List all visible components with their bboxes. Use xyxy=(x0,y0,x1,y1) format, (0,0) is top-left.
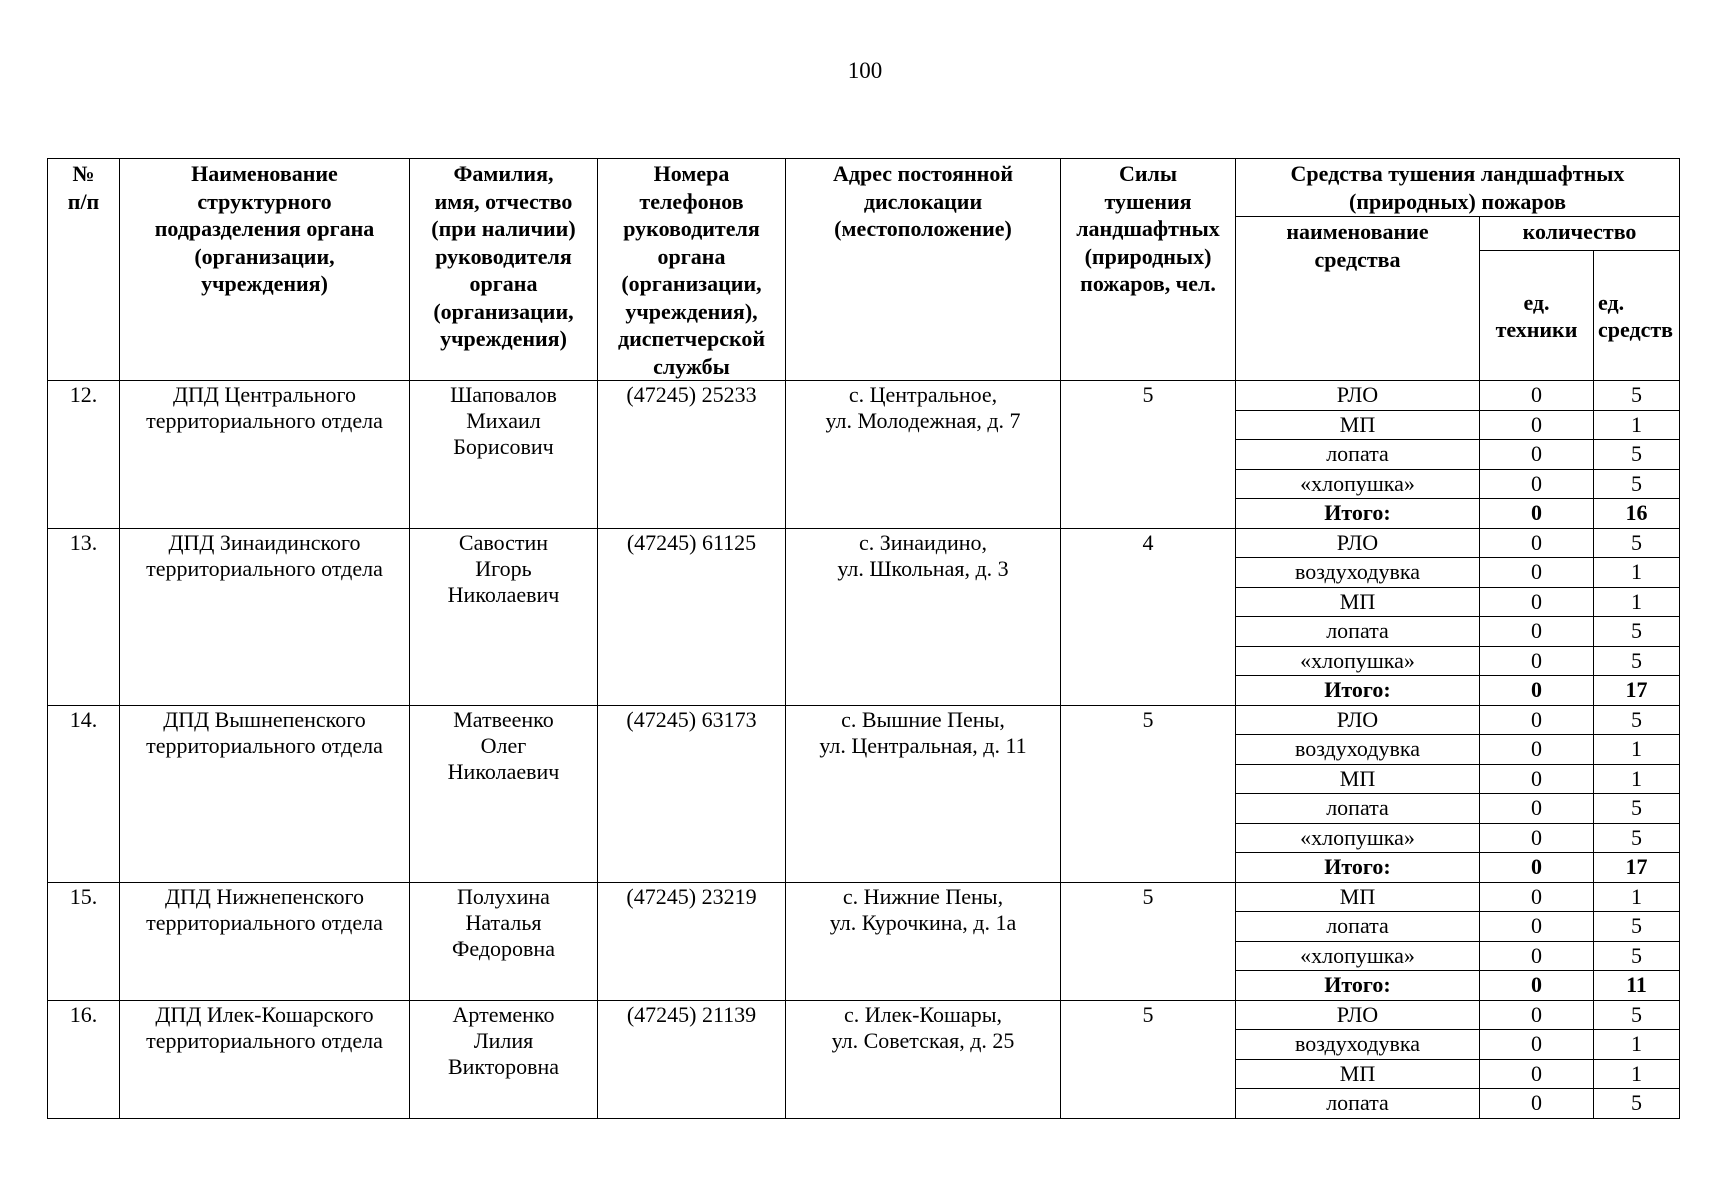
means-name: МП xyxy=(1236,1059,1480,1089)
units-tech: 0 xyxy=(1480,882,1594,912)
units-tech: 0 xyxy=(1480,1089,1594,1119)
units-means: 1 xyxy=(1594,587,1680,617)
unit-name: ДПД Центрального территориального отдела xyxy=(120,381,410,529)
header-forces: Силы тушения ландшафтных (природных) пожаров, чел. xyxy=(1061,159,1236,381)
means-name: Итого: xyxy=(1236,971,1480,1001)
means-name: Итого: xyxy=(1236,499,1480,529)
header-unit: Наименование структурного подразделения органа (организации, учреждения) xyxy=(120,159,410,381)
units-means: 1 xyxy=(1594,764,1680,794)
means-name: воздуходувка xyxy=(1236,558,1480,588)
header-head: Фамилия, имя, отчество (при наличии) руководителя органа (организации, учреждения) xyxy=(410,159,598,381)
units-means: 17 xyxy=(1594,853,1680,883)
units-tech: 0 xyxy=(1480,381,1594,411)
header-quantity: количество xyxy=(1480,217,1680,251)
means-name: «хлопушка» xyxy=(1236,469,1480,499)
phone-number: (47245) 21139 xyxy=(598,1000,786,1118)
units-tech: 0 xyxy=(1480,1030,1594,1060)
units-tech: 0 xyxy=(1480,440,1594,470)
units-means: 5 xyxy=(1594,1000,1680,1030)
means-name: лопата xyxy=(1236,1089,1480,1119)
unit-name: ДПД Илек-Кошарского территориального отдела xyxy=(120,1000,410,1118)
phone-number: (47245) 61125 xyxy=(598,528,786,705)
table-row xyxy=(48,528,1680,558)
units-means: 1 xyxy=(1594,558,1680,588)
units-means: 5 xyxy=(1594,617,1680,647)
forces-count: 5 xyxy=(1061,882,1236,1000)
address: с. Илек-Кошары, ул. Советская, д. 25 xyxy=(786,1000,1061,1118)
units-tech: 0 xyxy=(1480,941,1594,971)
units-tech: 0 xyxy=(1480,410,1594,440)
units-tech: 0 xyxy=(1480,558,1594,588)
means-name: МП xyxy=(1236,764,1480,794)
row-number: 13. xyxy=(48,528,120,705)
units-means: 1 xyxy=(1594,1059,1680,1089)
head-name: Полухина Наталья Федоровна xyxy=(410,882,598,1000)
units-means: 1 xyxy=(1594,882,1680,912)
row-number: 12. xyxy=(48,381,120,529)
units-means: 16 xyxy=(1594,499,1680,529)
means-name: Итого: xyxy=(1236,853,1480,883)
units-tech: 0 xyxy=(1480,735,1594,765)
means-name: лопата xyxy=(1236,617,1480,647)
head-name: Шаповалов Михаил Борисович xyxy=(410,381,598,529)
units-means: 5 xyxy=(1594,646,1680,676)
units-tech: 0 xyxy=(1480,587,1594,617)
units-means: 5 xyxy=(1594,941,1680,971)
address: с. Нижние Пены, ул. Курочкина, д. 1а xyxy=(786,882,1061,1000)
means-name: РЛО xyxy=(1236,528,1480,558)
means-name: воздуходувка xyxy=(1236,1030,1480,1060)
units-tech: 0 xyxy=(1480,676,1594,706)
units-tech: 0 xyxy=(1480,469,1594,499)
means-name: РЛО xyxy=(1236,705,1480,735)
units-tech: 0 xyxy=(1480,646,1594,676)
units-tech: 0 xyxy=(1480,794,1594,824)
unit-name: ДПД Нижнепенского территориального отдела xyxy=(120,882,410,1000)
units-means: 1 xyxy=(1594,1030,1680,1060)
units-tech: 0 xyxy=(1480,1000,1594,1030)
means-name: лопата xyxy=(1236,440,1480,470)
means-name: МП xyxy=(1236,882,1480,912)
units-means: 5 xyxy=(1594,528,1680,558)
units-means: 5 xyxy=(1594,469,1680,499)
header-phones: Номера телефонов руководителя органа (организации, учреждения), диспетчерской службы xyxy=(598,159,786,381)
means-name: лопата xyxy=(1236,912,1480,942)
header-address: Адрес постоянной дислокации (местоположение) xyxy=(786,159,1061,381)
units-tech: 0 xyxy=(1480,764,1594,794)
means-name: воздуходувка xyxy=(1236,735,1480,765)
phone-number: (47245) 63173 xyxy=(598,705,786,882)
forces-count: 5 xyxy=(1061,1000,1236,1118)
head-name: Савостин Игорь Николаевич xyxy=(410,528,598,705)
address: с. Вышние Пены, ул. Центральная, д. 11 xyxy=(786,705,1061,882)
units-means: 5 xyxy=(1594,1089,1680,1119)
units-means: 11 xyxy=(1594,971,1680,1001)
header-num: № п/п xyxy=(48,159,120,381)
row-number: 15. xyxy=(48,882,120,1000)
units-means: 5 xyxy=(1594,794,1680,824)
head-name: Матвеенко Олег Николаевич xyxy=(410,705,598,882)
units-tech: 0 xyxy=(1480,1059,1594,1089)
table-row xyxy=(48,705,1680,735)
unit-name: ДПД Вышнепенского территориального отдела xyxy=(120,705,410,882)
units-tech: 0 xyxy=(1480,705,1594,735)
address: с. Центральное, ул. Молодежная, д. 7 xyxy=(786,381,1061,529)
units-tech: 0 xyxy=(1480,823,1594,853)
forces-count: 5 xyxy=(1061,381,1236,529)
table-body xyxy=(48,381,1680,1119)
means-name: «хлопушка» xyxy=(1236,941,1480,971)
means-name: РЛО xyxy=(1236,381,1480,411)
units-tech: 0 xyxy=(1480,853,1594,883)
table-row xyxy=(48,1000,1680,1030)
header-row xyxy=(48,159,1680,217)
units-means: 5 xyxy=(1594,381,1680,411)
means-name: МП xyxy=(1236,587,1480,617)
units-means: 5 xyxy=(1594,912,1680,942)
header-means: Средства тушения ландшафтных (природных) пожаров xyxy=(1236,159,1680,217)
units-means: 5 xyxy=(1594,440,1680,470)
units-means: 5 xyxy=(1594,823,1680,853)
units-tech: 0 xyxy=(1480,528,1594,558)
units-means: 1 xyxy=(1594,410,1680,440)
units-means: 17 xyxy=(1594,676,1680,706)
page-number: 100 xyxy=(847,58,883,83)
means-name: лопата xyxy=(1236,794,1480,824)
units-tech: 0 xyxy=(1480,912,1594,942)
means-name: Итого: xyxy=(1236,676,1480,706)
means-name: РЛО xyxy=(1236,1000,1480,1030)
header-means-name: наименование средства xyxy=(1236,217,1480,381)
table-row xyxy=(48,882,1680,912)
forces-count: 5 xyxy=(1061,705,1236,882)
units-tech: 0 xyxy=(1480,499,1594,529)
head-name: Артеменко Лилия Викторовна xyxy=(410,1000,598,1118)
phone-number: (47245) 25233 xyxy=(598,381,786,529)
forces-count: 4 xyxy=(1061,528,1236,705)
unit-name: ДПД Зинаидинского территориального отдела xyxy=(120,528,410,705)
phone-number: (47245) 23219 xyxy=(598,882,786,1000)
address: с. Зинаидино, ул. Школьная, д. 3 xyxy=(786,528,1061,705)
fire-means-table xyxy=(47,158,1680,1119)
units-tech: 0 xyxy=(1480,617,1594,647)
means-name: «хлопушка» xyxy=(1236,823,1480,853)
row-number: 14. xyxy=(48,705,120,882)
means-name: МП xyxy=(1236,410,1480,440)
header-units-tech: ед. техники xyxy=(1480,251,1594,381)
units-means: 1 xyxy=(1594,735,1680,765)
units-means: 5 xyxy=(1594,705,1680,735)
header-units-means: ед. средств xyxy=(1594,251,1680,381)
means-name: «хлопушка» xyxy=(1236,646,1480,676)
row-number: 16. xyxy=(48,1000,120,1118)
table-row xyxy=(48,381,1680,411)
units-tech: 0 xyxy=(1480,971,1594,1001)
